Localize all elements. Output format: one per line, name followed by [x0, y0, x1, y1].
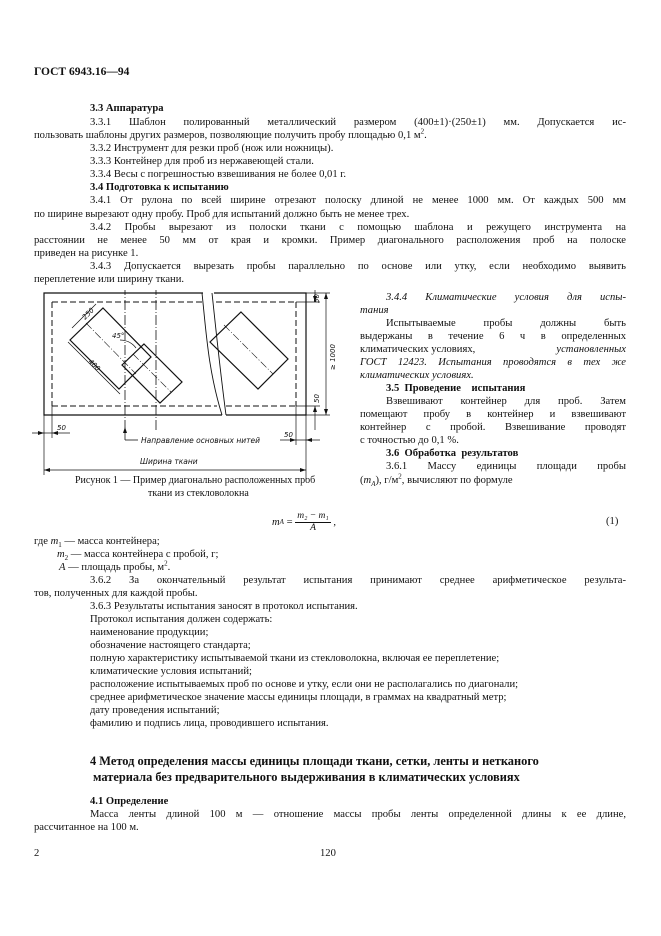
formula-equals: =: [283, 516, 296, 528]
protocol-intro: Протокол испытания должен содержать:: [90, 614, 273, 625]
figure-1-diagram: [30, 290, 350, 490]
where-m2-desc: — масса контейнера с пробой, г;: [68, 549, 219, 560]
formula-1: m A = $\frac{\text{m₂ − m₁}}{A}$ ,: [272, 510, 337, 533]
var-m: m: [363, 475, 372, 486]
figure-caption-line1: Рисунок 1 — Пример диагонально расположенных проб: [75, 475, 316, 486]
para-4-1-line2: рассчитанное на 100 м.: [34, 822, 139, 833]
para-3-4-4-line2: выдержаны в течение 6 ч в определенных: [360, 331, 626, 342]
subscript-2: 2: [64, 554, 69, 563]
para-3-5-line4: с точностью до 0,1 %.: [360, 435, 459, 446]
dim-1000: ≥ 1000: [329, 344, 337, 370]
section-3-6-title: 3.6 Обработка результатов: [386, 448, 519, 459]
superscript: 2: [164, 559, 168, 568]
protocol-item: обозначение настоящего стандарта;: [90, 640, 251, 651]
climate-text: климатических условиях,: [360, 344, 476, 355]
para-3-4-2-line3: приведен на рисунке 1.: [34, 248, 139, 259]
protocol-item: полную характеристику испытываемой ткани из стекловолокна, включая ее переплетение;: [90, 653, 500, 664]
protocol-item: расположение испытываемых проб по основе и утку, если они не располагались по диагонали;: [90, 679, 519, 690]
formula-intro-text: , вычисляют по формуле: [401, 475, 513, 486]
var-m: m: [57, 549, 65, 560]
var-m: m: [50, 536, 59, 547]
unit-text: ), г/м: [375, 475, 399, 486]
section-3-5-title: 3.5 Проведение испытания: [386, 383, 526, 394]
para-3-4-3-line2: переплетение или ширину ткани.: [34, 274, 185, 285]
protocol-item: среднее арифметическое значение массы единицы площади, в граммах на квадратный метр;: [90, 692, 507, 703]
para-4-1-line1: Масса ленты длиной 100 м — отношение массы пробы ленты определенной длины к ее длине,: [90, 809, 626, 820]
para-3-3-1-text: пользовать шаблоны других размеров, позволяющие получить пробу площадью 0,1 м: [34, 130, 421, 141]
where-label: где: [34, 536, 51, 547]
formula-lhs: m: [272, 516, 280, 528]
para-3-4-4-title-line2: тания: [360, 305, 389, 316]
formula-comma: ,: [330, 516, 337, 528]
para-3-4-4-line3: [360, 343, 626, 356]
formula-number: (1): [606, 516, 619, 527]
para-3-4-1-line1: 3.4.1 От рулона по всей ширине отрезают полоску длиной не менее 1000 мм. От каждых 500 мм: [90, 195, 626, 206]
para-3-6-1-line1: 3.6.1 Массу единицы площади пробы: [386, 461, 626, 472]
formula-numerator: m₂ − m₁: [297, 510, 329, 521]
para-3-6-2-line2: тов, полученных для каждой пробы.: [34, 588, 198, 599]
dim-50-top: 50: [313, 294, 321, 303]
para-3-3-1-line2: [34, 129, 427, 142]
para-3-4-4-title-line1: 3.4.4 Климатические условия для испы-: [386, 292, 626, 303]
para-3-4-1-line2: по ширине вырезают одну пробу. Проб для испытаний должно быть не менее трех.: [34, 209, 410, 220]
dim-angle: 45°: [112, 332, 125, 340]
para-3-5-line1: Взвешивают контейнер для проб. Затем: [386, 396, 626, 407]
para-3-6-1-line2: [360, 474, 513, 487]
protocol-item: климатические условия испытаний;: [90, 666, 252, 677]
page-number-center: 120: [320, 848, 336, 859]
fabric-width-label: Ширина ткани: [140, 457, 198, 466]
page-number-left: 2: [34, 848, 40, 859]
para-3-4-4-line5: климатических условиях.: [360, 370, 474, 381]
section-4-1-title: 4.1 Определение: [90, 796, 169, 807]
where-m1: [34, 535, 160, 548]
para-3-5-line2: помещают пробу в контейнер и взвешивают: [360, 409, 626, 420]
period: .: [167, 562, 171, 573]
sample-layout-diagram: [30, 290, 350, 490]
para-3-6-3: 3.6.3 Результаты испытания заносят в протокол испытания.: [90, 601, 358, 612]
dim-50-right: 50: [284, 431, 293, 439]
dim-50-bottom: 50: [313, 394, 321, 403]
warp-direction-label: Направление основных нитей: [141, 436, 261, 445]
superscript: 2: [420, 127, 425, 136]
dim-50-left: 50: [57, 424, 66, 432]
where-m2: [57, 548, 218, 561]
var-a: A: [59, 562, 66, 573]
subscript-a: A: [371, 480, 376, 489]
section-4-title-line1: 4 Метод определения массы единицы площади ткани, сетки, ленты и нетканого: [90, 754, 539, 768]
dim-400: 400: [86, 357, 102, 373]
section-3-4-title: 3.4 Подготовка к испытанию: [90, 182, 229, 193]
protocol-item: наименование продукции;: [90, 627, 209, 638]
protocol-item: дату проведения испытаний;: [90, 705, 220, 716]
figure-caption-line2: ткани из стекловолокна: [148, 488, 249, 499]
period: .: [424, 130, 427, 141]
para-3-3-2: 3.3.2 Инструмент для резки проб (нож или ножницы).: [90, 143, 334, 154]
established-text: установленных: [556, 344, 626, 355]
para-3-3-1-line1: 3.3.1 Шаблон полированный металлический размером (400±1)·(250±1) мм. Допускается ис-: [90, 117, 626, 128]
where-a-desc: — площадь пробы, м: [65, 562, 165, 573]
para-3-3-3: 3.3.3 Контейнер для проб из нержавеющей стали.: [90, 156, 314, 167]
para-3-4-4-line1: Испытываемые пробы должны быть: [386, 318, 626, 329]
formula-denominator: A: [310, 522, 316, 533]
formula-fraction: [295, 511, 331, 534]
paren-open: (: [360, 475, 364, 486]
para-3-3-4: 3.3.4 Весы с погрешностью взвешивания не более 0,01 г.: [90, 169, 347, 180]
superscript: 2: [398, 472, 402, 481]
where-m1-desc: — масса контейнера;: [61, 536, 160, 547]
para-3-4-2-line2: расстоянии не менее 50 мм от края и кромки. Пример диагонального расположения проб на полоске: [34, 235, 626, 246]
section-4-title-line2: материала без предварительного выдерживания в климатических условиях: [93, 770, 520, 784]
para-3-6-2-line1: 3.6.2 За окончательный результат испытания принимают среднее арифметическое результа-: [90, 575, 626, 586]
dim-250: 250: [80, 306, 96, 322]
subscript-1: 1: [58, 541, 62, 550]
para-3-4-2-line1: 3.4.2 Пробы вырезают из полоски ткани с помощью шаблона и режущего инструмента на: [90, 222, 626, 233]
para-3-4-4-line4: ГОСТ 12423. Испытания проводятся в тех же: [360, 357, 626, 368]
where-a: [59, 561, 170, 574]
para-3-5-line3: контейнер с пробой. Взвешивание проводят: [360, 422, 626, 433]
para-3-4-3-line1: 3.4.3 Допускается вырезать пробы параллельно по основе или утку, если необходимо выявить: [90, 261, 626, 272]
document-header-id: ГОСТ 6943.16—94: [34, 66, 130, 78]
section-3-3-title: 3.3 Аппаратура: [90, 103, 164, 114]
protocol-item: фамилию и подпись лица, проводившего испытания.: [90, 718, 329, 729]
